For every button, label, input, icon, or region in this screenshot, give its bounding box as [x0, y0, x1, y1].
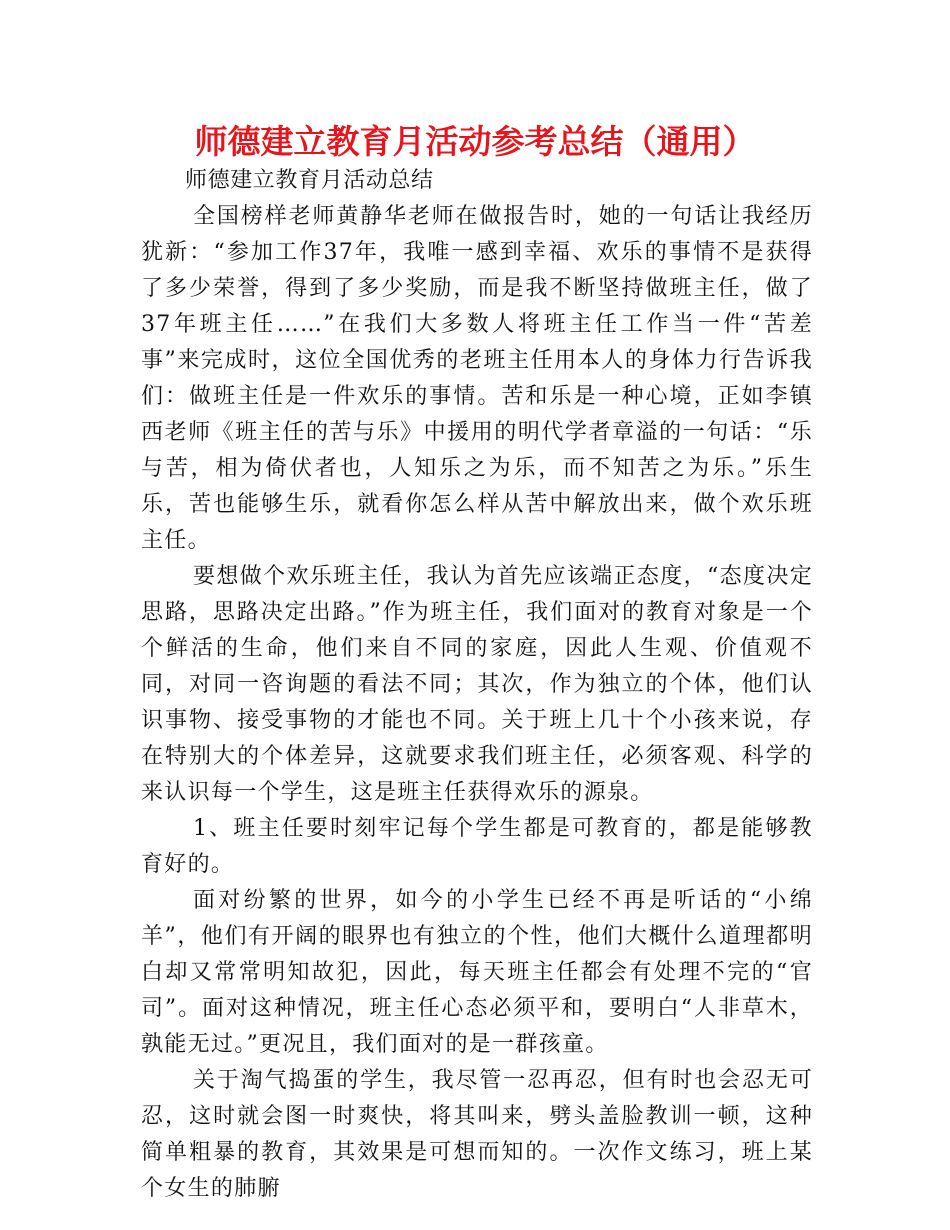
document-subtitle: 师德建立教育月活动总结 [185, 168, 434, 193]
document-title: 师德建立教育月活动参考总结（通用） [194, 122, 756, 161]
paragraph-1: 全国榜样老师黄静华老师在做报告时，她的一句话让我经历犹新：“参加工作37年，我唯一感到幸福、欢乐的事情不是获得了多少荣誉，得到了多少奖励，而是我不断坚持做班主任，做了37年班主任……”在我们大多数人将班主任工作当一件“苦差事”来完成时，这位全国优秀的老班主任用本人的身体力行告诉我们：做班主任是一件欢乐的事情。苦和乐是一种心境，正如李镇西老师《班主任的苦与乐》中援用的明代学者章溢的一句话：“乐与苦，相为倚伏者也，人知乐之为乐，而不知苦之为乐。”乐生乐，苦也能够生乐，就看你怎么样从苦中解放出来，做个欢乐班主任。 [141, 204, 813, 553]
paragraph-2: 要想做个欢乐班主任，我认为首先应该端正态度，“态度决定思路，思路决定出路。”作为班主任，我们面对的教育对象是一个个鲜活的生命，他们来自不同的家庭，因此人生观、价值观不同，对同一咨询题的看法不同；其次，作为独立的个体，他们认识事物、接受事物的才能也不同。关于班上几十个小孩来说，存在特别大的个体差异，这就要求我们班主任，必须客观、科学的来认识每一个学生，这是班主任获得欢乐的源泉。 [141, 564, 813, 805]
paragraph-3: 1、班主任要时刻牢记每个学生都是可教育的，都是能够教育好的。 [141, 816, 813, 877]
paragraph-4: 面对纷繁的世界，如今的小学生已经不再是听话的“小绵羊”，他们有开阔的眼界也有独立的个性，他们大概什么道理都明白却又常常明知故犯，因此，每天班主任都会有处理不完的“官司”。面对这种情况，班主任心态必须平和，要明白“人非草木，孰能无过。”更况且，我们面对的是一群孩童。 [141, 888, 813, 1057]
document-body [141, 163, 813, 1207]
paragraph-5: 关于淘气捣蛋的学生，我尽管一忍再忍，但有时也会忍无可忍，这时就会图一时爽快，将其叫来，劈头盖脸教训一顿，这种简单粗暴的教育，其效果是可想而知的。一次作文练习，班上某个女生的肺腑 [141, 1068, 813, 1201]
